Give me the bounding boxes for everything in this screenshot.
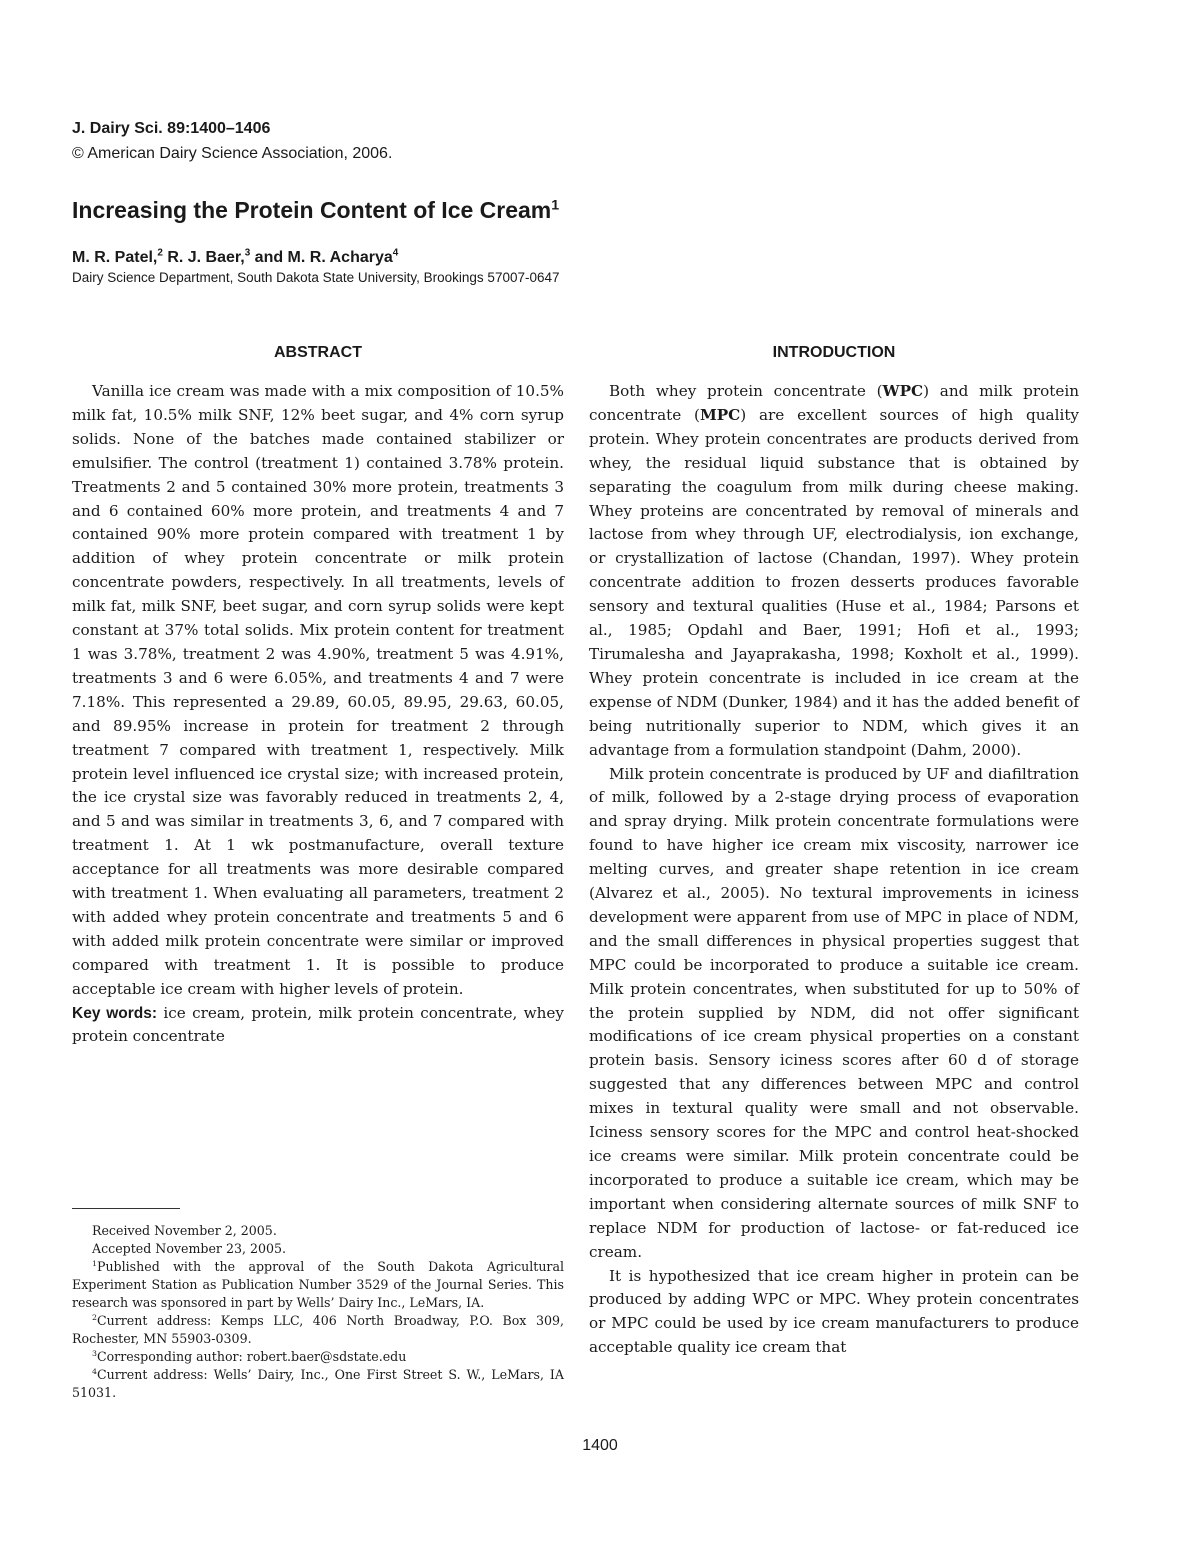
footnote-3 — [72, 1348, 564, 1366]
intro-p1-mpc: MPC — [699, 405, 741, 424]
journal-citation: J. Dairy Sci. 89:1400–1406 — [72, 120, 271, 137]
article-title — [72, 195, 559, 225]
copyright-line: © American Dairy Science Association, 2006. — [72, 145, 393, 162]
footnote-4 — [72, 1366, 564, 1402]
author-acharya: and M. R. Acharya — [250, 249, 393, 266]
author-acharya-mark: 4 — [392, 247, 399, 259]
author-list — [72, 247, 398, 269]
author-patel-mark: 2 — [157, 247, 163, 259]
footnote-1-mark: 1 — [92, 1258, 97, 1268]
author-patel: M. R. Patel, — [72, 249, 158, 266]
footnote-2-mark: 2 — [92, 1312, 97, 1322]
introduction-heading: INTRODUCTION — [772, 344, 896, 361]
intro-p1-wpc: WPC — [882, 382, 924, 400]
abstract-heading: ABSTRACT — [274, 344, 362, 361]
intro-p1-part-a: Both whey protein concentrate ( — [609, 382, 883, 400]
author-baer-mark: 3 — [244, 247, 251, 259]
affiliation: Dairy Science Department, South Dakota State University, Brookings 57007-0647 — [72, 270, 560, 285]
footnote-4-text: Current address: Wells’ Dairy, Inc., One First Street S. W., LeMars, IA 51031. — [72, 1367, 564, 1400]
keywords-label: Key words: — [72, 1004, 158, 1022]
accepted-date: Accepted November 23, 2005. — [92, 1241, 287, 1256]
footnote-3-text: Corresponding author: robert.baer@sdstate.edu — [96, 1349, 407, 1364]
footnote-3-mark: 3 — [92, 1348, 97, 1358]
intro-paragraph-3: It is hypothesized that ice cream higher in protein can be produced by adding WPC or MPC. Whey protein concentrates or MPC could be used by ice cream manufacturers to produce acceptable quality ice cream that — [589, 1266, 1079, 1357]
footnote-1-text: Published with the approval of the South Dakota Agricultural Experiment Station as Publication Number 3529 of the Journal Series. This research was sponsored in part by Wells’ Dairy Inc., LeMars, IA. — [72, 1259, 564, 1310]
intro-p1-part-c: ) are excellent sources of high quality protein. Whey protein concentrates are products derived from whey, the residual liquid substance that is obtained by separating the coagulum from milk during cheese making. Whey proteins are concentrated by removal of minerals and lactose from whey through UF, electrodialysis, ion exchange, or crystallization of lactose (Chandan, 1997). Whey protein concentrate addition to frozen desserts produces favorable sensory and textural qualities (Huse et al., 1984; Parsons et al., 1985; Opdahl and Baer, 1991; Hofi et al., 1993; Tirumalesha and Jayaprakasha, 1998; Koxholt et al., 1999). Whey protein concentrate is included in ice cream at the expense of NDM (Dunker, 1984) and it has the added benefit of being nutritionally superior to NDM, which gives it an advantage from a formulation standpoint (Dahm, 2000). — [589, 405, 1079, 759]
right-column — [589, 342, 1079, 1360]
page-number: 1400 — [582, 1437, 618, 1454]
keywords-text: ice cream, protein, milk protein concentrate, whey protein concentrate — [72, 1003, 564, 1046]
keywords — [72, 1002, 564, 1050]
intro-p1-part-b: ) and milk protein concentrate ( — [589, 382, 1079, 424]
title-footnote-mark: 1 — [551, 197, 560, 214]
footnote-2-text: Current address: Kemps LLC, 406 North Broadway, P.O. Box 309, Rochester, MN 55903-0309. — [72, 1313, 564, 1346]
intro-paragraph-2: Milk protein concentrate is produced by UF and diafiltration of milk, followed by a 2-stage drying process of evaporation and spray drying. Milk protein concentrate formulations were found to have higher ice cream mix viscosity, narrower ice melting curves, and greater shape retention in ice cream (Alvarez et al., 2005). No textural improvements in iciness development were apparent from use of MPC in place of NDM, and the small differences in physical properties suggest that MPC could be incorporated to produce a suitable ice cream. Milk protein concentrates, when substituted for up to 50% of the protein supplied by NDM, did not offer significant modifications of ice cream physical properties on a constant protein basis. Sensory iciness scores after 60 d of storage suggested that any differences between MPC and control mixes in textural quality were small and not observable. Iciness sensory scores for the MPC and control heat-shocked ice creams were similar. Milk protein concentrate could be incorporated to produce a suitable ice cream, which may be important when considering alternate sources of milk SNF to replace NDM for production of lactose- or fat-reduced ice cream. — [589, 764, 1079, 1261]
author-baer: R. J. Baer, — [162, 249, 245, 266]
intro-paragraph-1 — [589, 380, 1079, 763]
footnote-1 — [72, 1258, 564, 1312]
footnotes — [72, 1222, 564, 1402]
footnote-2 — [72, 1312, 564, 1348]
received-date: Received November 2, 2005. — [92, 1223, 277, 1238]
title-text: Increasing the Protein Content of Ice Cream — [72, 197, 552, 223]
footnote-divider — [72, 1208, 180, 1209]
left-column — [72, 342, 564, 1049]
footnote-4-mark: 4 — [92, 1366, 97, 1376]
abstract-body: Vanilla ice cream was made with a mix composition of 10.5% milk fat, 10.5% milk SNF, 12% beet sugar, and 4% corn syrup solids. None of the batches made contained stabilizer or emulsifier. The control (treatment 1) contained 3.78% protein. Treatments 2 and 5 contained 30% more protein, treatments 3 and 6 contained 60% more protein, and treatments 4 and 7 contained 90% more protein compared with treatment 1 by addition of whey protein concentrate or milk protein concentrate powders, respectively. In all treatments, levels of milk fat, milk SNF, beet sugar, and corn syrup solids were kept constant at 37% total solids. Mix protein content for treatment 1 was 3.78%, treatment 2 was 4.90%, treatment 5 was 4.91%, treatments 3 and 6 were 6.05%, and treatments 4 and 7 were 7.18%. This represented a 29.89, 60.05, 89.95, 29.63, 60.05, and 89.95% increase in protein for treatment 2 through treatment 7 compared with treatment 1, respectively. Milk protein level influenced ice crystal size; with increased protein, the ice crystal size was favorably reduced in treatments 2, 4, and 5 and was similar in treatments 3, 6, and 7 compared with treatment 1. At 1 wk postmanufacture, overall texture acceptance for all treatments was more desirable compared with treatment 1. When evaluating all parameters, treatment 2 with added whey protein concentrate and treatments 5 and 6 with added milk protein concentrate were similar or improved compared with treatment 1. It is possible to produce acceptable ice cream with higher levels of protein. — [72, 382, 564, 998]
